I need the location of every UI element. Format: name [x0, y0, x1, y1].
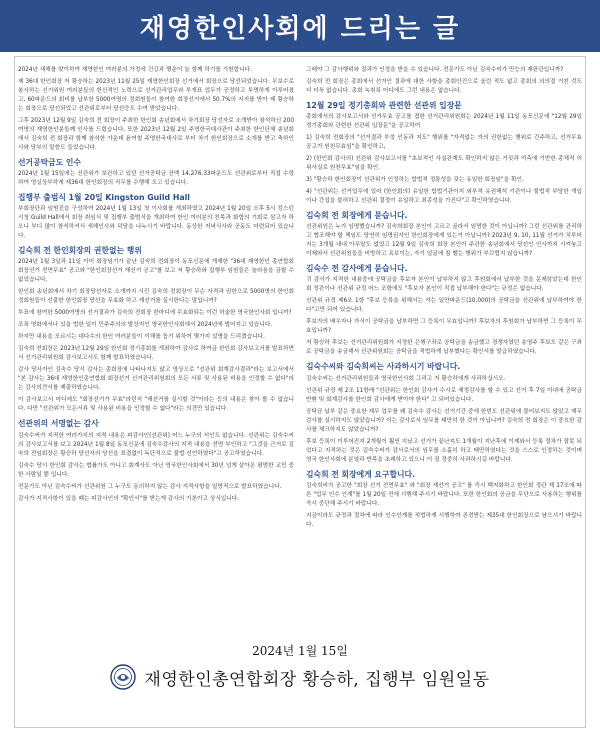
paragraph: 전문가도 아닌 김숙수씨가 선관위원 그 누구도 동의하지 않는 감사 지적사항을 일방적으로 발표하였습니다. [18, 483, 282, 490]
paragraph: 조폭 영화에서나 있을 법한 일이 민주주의의 발상지인 영국한인사회에서 2024년에 벌어지고 있습니다. [18, 322, 273, 329]
paragraph: 공탁금 납부 같은 중요한 재무 업무를 왜 김숙수 감사는 선거기간 중에 한번도 선관위에 물어보지도 않았고 재무 감사를 실시하지도 않았습니까? 이는 감사로서 임무를 태만히 한 것이 아닙니까? 김숙희 전 회장은 이 중요한 감사를 체크하지도 않았습니까? [306, 408, 582, 433]
section-heading: 집행부 출범식 1월 20일 Kingston Guild Hall [18, 193, 190, 203]
paragraph: 감사 당사자인 김숙수 당시 감사는 총회장에 나타나지도 않고 영상으로 "선관위 회계감사결과"라는 보고서에서 "본 감사는 36대 재영한인총연합회 회장선거 선거관리위원회의 모든 서류 및 사용된 비용을 인정할 수 없다"라는 감사의견서를 제출하였습니다. [18, 367, 294, 392]
section-heading: 김숙희 전 회장에게 묻습니다. [306, 211, 408, 221]
right-column [306, 66, 582, 632]
paragraph: 선관위 규정 제 2조 11항에 "선관위는 한인회 감사가 수시로 재정감사를 할 수 있고 선거 후 7일 이내에 공탁금 반환 및 회계감사를 한인회 감사에게 받아야 한다" 고 되어있습니다. [306, 387, 582, 403]
paragraph: 3) "황승하 한인회장이 선관위가 인정하는 합법적 정통성을 갖는 유일한 회장임"을 확인. [306, 177, 524, 184]
paragraph: 그래야 그 감사행위와 결과가 인정을 받을 수 있습니다. 전문가도 아닌 김숙수씨가 만능의 재판관입니까? [306, 67, 564, 73]
paragraph: 저 황승하 후보는 선거관리위원회가 지정한 은행구좌로 공탁금을 송금했고 경쟁자였던 송영주 후보도 같은 구좌로 공탁금을 송금해서 선관위원회는 공탁금을 적법하게 납부했다는 확인서를 발급하였습니다. [306, 340, 582, 356]
section-heading: 선거공탁금도 인수 [18, 158, 81, 167]
section-heading: 12월 29일 정기총회와 관련한 선관위 입장문 [306, 101, 462, 110]
paragraph: 총회에서의 감사보고서와 선거무효 공고를 접한 선거관리위원회는 2024년 1월 11일 동포신문에 "12월 29일 정기총회와 관련한 선관위 입장문"을 공고하여 [306, 114, 582, 130]
paragraph: 하지만 내용을 모르시는 대다수의 한인 여러분들이 이해를 돕기 위하여 몇가지 설명을 드리겠습니다. [18, 334, 265, 341]
paragraph: 4) "선관위는 선거업무에 있어 (한인회의) 유일한 합법기관이지 외부적 유권해석 기관이나 불법적 부당한 개입이나 간섭을 불허하고 선관위 결정이 유일하고 최종성을 가진다"고 확인하였습니다. [306, 189, 582, 205]
paragraph: 감사가 지적사항이 있을 때는 피감사인의 "확인서"를 받는게 감사의 기본이고 상식입니다. [18, 495, 240, 502]
paragraph: 김숙수 당시 한인회 감사는 법률가도 아니고 회계사도 아닌 영국한인사회에서 30년 넘게 살아온 평범한 교민 중 한 사람일 뿐 입니다. [18, 462, 294, 478]
signature: 재영한인총연합회장 황승하, 집행부 임원일동 [144, 669, 490, 690]
paragraph: 귀 감사가 지적한 내용중에 공탁금을 후보자 본인이 납부하지 않고 후원회에서 납부한 것을 문제삼았는데 한인회 정관이나 선관위 규정 어느 조항에도 "후보자 본인이 직접 납부해야 한다"는 규정은 없습니다. [306, 277, 582, 293]
paragraph: 2024년 1월 3일과 11일 이미 회장임기가 끝난 김숙희 전회장이 동포신문에 게재한 "36대 재영한인 총연합회 회장선거 전면무효" 공고와 "한인회장선거 재선거 공고"를 보고 저 황승하와 집행부 임원들은 놀라움을 금할 수 없었습니다. [18, 259, 294, 284]
paragraph: 지금이라도 규정과 절차에 따라 인수인계를 적법하게 시행하여 존경받는 제35대 한인회장으로 남으시기 바랍니다. [306, 512, 582, 528]
paragraph: 김숙희씨가 공고한 "회장 선거 전면무효" 와 "회장 재선거 공고" 를 즉시 백지화하고 한인회 정관 제 17조에 따른 "업무 인수 인계"를 1월 20일 전에 시행해 주시기 바랍니다. 또한 한인회의 공금을 무단으로 사용하는 행위를 즉시 중단해 주시기 바랍니다. [306, 482, 582, 507]
paragraph: 2024년 1월 15일에는 선관위가 보관하고 있던 선거공탁금 잔액 14,276.33파운드도 선관위로부터 직접 수령하여 영실상부하게 제36대 한인회장의 직무를 수행해 오고 있습니다. [18, 171, 294, 187]
paragraph: 한인회 송년회에서 차기 회장당선자로 소개까지 시킨 김숙희 전회장이 무슨 자격과 권한으로 5000명의 한인회 정회원들이 선출한 한인회장 당선을 무효화 하고 재선거를 실시한다는 말입니까? [18, 289, 294, 305]
association-seal-icon [110, 664, 136, 690]
footer [0, 630, 600, 728]
paragraph: 후보자의 배우자나 자식이 공탁금을 납부하면 그 등록이 무효입니까? 후보자의 후원회가 납부하면 그 등록이 무효입니까? [306, 319, 582, 335]
left-column [18, 66, 294, 632]
section-heading: 김숙수 전 감사에게 묻습니다. [306, 264, 408, 274]
paragraph: 2024년 새해를 맞이하여 재영한인 여러분의 가정에 건강과 행운이 늘 함께 하기를 기원합니다. [18, 67, 252, 73]
paragraph: 1) 김숙희 전회장의 "선거결과 부정 인동과 지도" 행위를 "자격없는 자의 권한없는 행위로 간주하고, 선거무효 공고가 원천무효임"을 확인하고, [306, 135, 582, 151]
paragraph: 김숙희 전 회장은 총회에서 선거인 결과에 대한 사항을 총회안건으로 올린 적도 없고 총회의 의의결 거친 것도 더 더욱 없습니다. 총회 녹취록 어디에도 그런 내용은 없습니다. [306, 79, 582, 94]
title-banner [0, 0, 600, 52]
paragraph: 선관위원은 누가 임명했습니까? 김숙희회장 본인이 고르고 골라서 임명한 것이 아닙니까? 그런 선관위를 관리하고 협조해야 할 책임도 당연히 임명권자인 한인회장에게 있는거 아닙니까? 2023년 9, 10, 11월 선거가 치루어 지는 3개월 내내 아무말도 없었고 12월 9일 김숙희 회장 본인이 주관한 송년회에서 당선인 인사까지 시켜놓고 이제와서 선관위원들을 비방하고 욕보이는, 자기 얼굴에 침 뱉는 행위가 부끄럽지 않습니까? [306, 224, 582, 258]
paragraph: 부회장단과 임원진을 구성하여 2024년 1월 13일 첫 이사회를 개최하였고 2024년 1월 20일 오후 5시 킹스턴시청 Guild Hall에서 회장 취임식 및 집행부 출범식을 개최하여 한인 여러분의 친목과 화합의 기회로 삼고자 하오니 부디 많이 참석하셔서 새해인사와 덕담을 나누시기 바랍니다. 동상한 저녁식사와 공동도 마련되어 있습니다. [18, 206, 294, 240]
page-title: 재영한인사회에 드리는 글 [139, 13, 461, 44]
paragraph: 투표에 참여한 5000여명의 선거결과가 김숙희 전회장 한마디에 무효화되는 이런 허술한 영국한인사회 입니까? [18, 310, 292, 317]
signature-row [0, 664, 600, 690]
section-heading: 김숙희 전 회장에게 요구합니다. [306, 469, 416, 479]
section-heading: 김숙희 전 한인회장의 권한없는 행위 [18, 246, 142, 256]
section-heading: 김숙수씨와 김숙희씨는 사과하시기 바랍니다. [306, 362, 461, 372]
paragraph: 제 36대 한인회장 저 황승하는 2023년 11월 25일 재영한인회장 선거에서 회장으로 당선되었습니다. 무보수로 봉사하는 선거위원 여러분들의 헌신적인 노력으로 선거관리업무와 투개표 업무가 공정하고 투명하게 이루어졌고, 60파운드의 회비를 납부한 5000여명의 정회원들이 참여한 회장선거에서 50.7%의 지지를 받아 제 황승하는 회장으로 당선되었고 선관위로부터 당선증도 수여 받았습니다. [18, 79, 294, 112]
paragraph: 후보 등록이 이루어진지 2개월이 훨씬 지났고 선거가 끝난지도 1개월이 지난후에 이제와서 등록 절차가 잘못 되었다고 지적하는 것은 김숙수씨가 감사로서의 임무를 소홀히 하고 태만하였다는 것을 스스로 인정하는 것이며 영국 한인사회에 분열과 반목을 초래하고 있으니 이 점 정중히 사과하시길 바랍니다. [306, 438, 582, 463]
paragraph: 2) (한인회 감사의) 선관위 감사보고서를 "초보적인 사실관계도 확인하지 않은 거짓과 억측에 기반한 총체적 허위사실로 원천무효"임을 확인. [306, 156, 582, 172]
paragraph: 김숙수씨가 지적한 여러가지의 지적 내용은 피감사인(선관위) 어느 누구의 서인도 없습니다. 선관위는 김숙수씨의 감사보고서를 보고 2024년 1월 8일 동포신문에 김숙수감사의 지적 내용을 전면 부인하고 "그것을 근거로 김숙희 전임회장은 황승하 당선자의 당선을 표결없이 독단적으로 불법 선언하였다"고 공고하였습니다. [18, 432, 294, 457]
paragraph: 김숙희 전회장은 2023년 12월 29일 한인회 정기총회를 개최하여 감사로 하여금 한인회 감사보고서를 발표하면서 선거관리위원회 감사보고서도 함께 발표하였습니다. [18, 346, 294, 362]
paragraph: 그후 2023년 12월 9일 김숙희 전 회장이 주최한 한인회 송년회에서 차기회장 당선자로 소개받아 참석하신 200여명의 재영한인분들께 인사를 드렸습니다. 또한 2023년 12월 2일 주영한국대사관이 주최한 한인단체 송년회에서 김숙희 전 회장과 함께 참석한 가운데 윤여철 주영한국대사로 부터 차기 한인회장으로 소개를 받고 축하인사와 당부의 말씀도 들었습니다. [18, 118, 294, 151]
letter-date: 2024년 1월 15일 [252, 644, 348, 658]
section-heading: 선관위의 서명없는 감사 [18, 419, 99, 429]
body-columns [18, 66, 582, 632]
paragraph: 선관위 규정 제6조 1항 "후보 등록을 위해서는 자는 일만파운드(10,000)의 공탁금을 선관위에 납부하여야 한다"고만 되어 있습니다. [306, 298, 582, 314]
paragraph: 이 감사보고서 어디에도 "회장선거가 무효"라던지 "재선거를 실시할 것"이라는 등의 내용은 찾아 볼 수 없습니다. 다만 "선관위가 모든서류 및 사용된 비용을 인정할 수 없다"라는 의견만 있습니다. [18, 397, 294, 413]
paragraph: 김숙수씨는 선거관리위원들과 영국한인사회 그리고 저 황승하에게 사과하십시오. [306, 375, 506, 382]
